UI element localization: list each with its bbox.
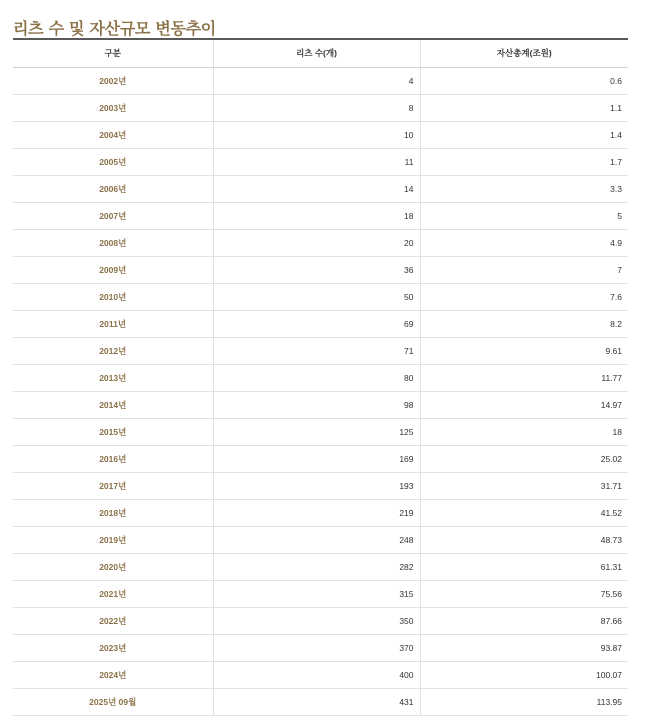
cell-reits-count: 370 — [213, 634, 420, 661]
cell-year: 2008년 — [13, 229, 213, 256]
table-row — [13, 175, 628, 202]
cell-total-assets: 4.9 — [420, 229, 628, 256]
cell-year: 2004년 — [13, 121, 213, 148]
table-body — [13, 67, 628, 715]
cell-reits-count: 315 — [213, 580, 420, 607]
cell-reits-count: 14 — [213, 175, 420, 202]
cell-year: 2007년 — [13, 202, 213, 229]
table-row — [13, 283, 628, 310]
cell-total-assets: 14.97 — [420, 391, 628, 418]
cell-year: 2017년 — [13, 472, 213, 499]
cell-total-assets: 8.2 — [420, 310, 628, 337]
cell-reits-count: 193 — [213, 472, 420, 499]
cell-total-assets: 7.6 — [420, 283, 628, 310]
cell-year: 2020년 — [13, 553, 213, 580]
cell-year: 2022년 — [13, 607, 213, 634]
table-row — [13, 445, 628, 472]
table-row — [13, 661, 628, 688]
table-row — [13, 580, 628, 607]
cell-reits-count: 80 — [213, 364, 420, 391]
table-row — [13, 310, 628, 337]
cell-reits-count: 36 — [213, 256, 420, 283]
header-category: 구분 — [13, 39, 213, 67]
cell-year: 2005년 — [13, 148, 213, 175]
cell-year: 2003년 — [13, 94, 213, 121]
cell-total-assets: 3.3 — [420, 175, 628, 202]
table-row — [13, 526, 628, 553]
cell-total-assets: 5 — [420, 202, 628, 229]
cell-reits-count: 431 — [213, 688, 420, 715]
cell-total-assets: 1.1 — [420, 94, 628, 121]
table-row — [13, 121, 628, 148]
cell-total-assets: 100.07 — [420, 661, 628, 688]
table-row — [13, 499, 628, 526]
cell-reits-count: 125 — [213, 418, 420, 445]
cell-total-assets: 31.71 — [420, 472, 628, 499]
cell-year: 2015년 — [13, 418, 213, 445]
cell-year: 2013년 — [13, 364, 213, 391]
cell-total-assets: 75.56 — [420, 580, 628, 607]
cell-total-assets: 7 — [420, 256, 628, 283]
cell-reits-count: 50 — [213, 283, 420, 310]
cell-total-assets: 11.77 — [420, 364, 628, 391]
cell-reits-count: 8 — [213, 94, 420, 121]
cell-total-assets: 48.73 — [420, 526, 628, 553]
cell-reits-count: 11 — [213, 148, 420, 175]
cell-reits-count: 350 — [213, 607, 420, 634]
cell-year: 2024년 — [13, 661, 213, 688]
table-row — [13, 418, 628, 445]
cell-total-assets: 18 — [420, 418, 628, 445]
table-row — [13, 202, 628, 229]
header-total-assets: 자산총계(조원) — [420, 39, 628, 67]
cell-total-assets: 93.87 — [420, 634, 628, 661]
cell-year: 2019년 — [13, 526, 213, 553]
cell-year: 2018년 — [13, 499, 213, 526]
cell-reits-count: 20 — [213, 229, 420, 256]
cell-year: 2023년 — [13, 634, 213, 661]
cell-reits-count: 18 — [213, 202, 420, 229]
page-title: 리츠 수 및 자산규모 변동추이 — [13, 18, 216, 38]
cell-reits-count: 4 — [213, 67, 420, 94]
cell-reits-count: 169 — [213, 445, 420, 472]
cell-reits-count: 71 — [213, 337, 420, 364]
cell-total-assets: 0.6 — [420, 67, 628, 94]
cell-year: 2009년 — [13, 256, 213, 283]
cell-reits-count: 69 — [213, 310, 420, 337]
cell-reits-count: 248 — [213, 526, 420, 553]
table-row — [13, 688, 628, 715]
cell-year: 2016년 — [13, 445, 213, 472]
table-row — [13, 553, 628, 580]
cell-total-assets: 113.95 — [420, 688, 628, 715]
table-row — [13, 337, 628, 364]
cell-total-assets: 9.61 — [420, 337, 628, 364]
cell-year: 2002년 — [13, 67, 213, 94]
cell-year: 2021년 — [13, 580, 213, 607]
cell-reits-count: 98 — [213, 391, 420, 418]
cell-year: 2012년 — [13, 337, 213, 364]
cell-total-assets: 87.66 — [420, 607, 628, 634]
table-header-row — [13, 39, 628, 67]
cell-reits-count: 400 — [213, 661, 420, 688]
cell-year: 2014년 — [13, 391, 213, 418]
cell-reits-count: 282 — [213, 553, 420, 580]
cell-reits-count: 219 — [213, 499, 420, 526]
cell-total-assets: 1.4 — [420, 121, 628, 148]
cell-year: 2011년 — [13, 310, 213, 337]
table-row — [13, 634, 628, 661]
table-row — [13, 256, 628, 283]
table-row — [13, 472, 628, 499]
cell-total-assets: 61.31 — [420, 553, 628, 580]
table-row — [13, 607, 628, 634]
cell-total-assets: 25.02 — [420, 445, 628, 472]
cell-year: 2006년 — [13, 175, 213, 202]
table-row — [13, 229, 628, 256]
header-reits-count: 리츠 수(개) — [213, 39, 420, 67]
cell-year: 2010년 — [13, 283, 213, 310]
table-row — [13, 364, 628, 391]
cell-total-assets: 1.7 — [420, 148, 628, 175]
table-row — [13, 94, 628, 121]
reits-table — [13, 38, 628, 716]
cell-reits-count: 10 — [213, 121, 420, 148]
table-row — [13, 391, 628, 418]
cell-year: 2025년 09월 — [13, 688, 213, 715]
table-row — [13, 67, 628, 94]
table-row — [13, 148, 628, 175]
cell-total-assets: 41.52 — [420, 499, 628, 526]
